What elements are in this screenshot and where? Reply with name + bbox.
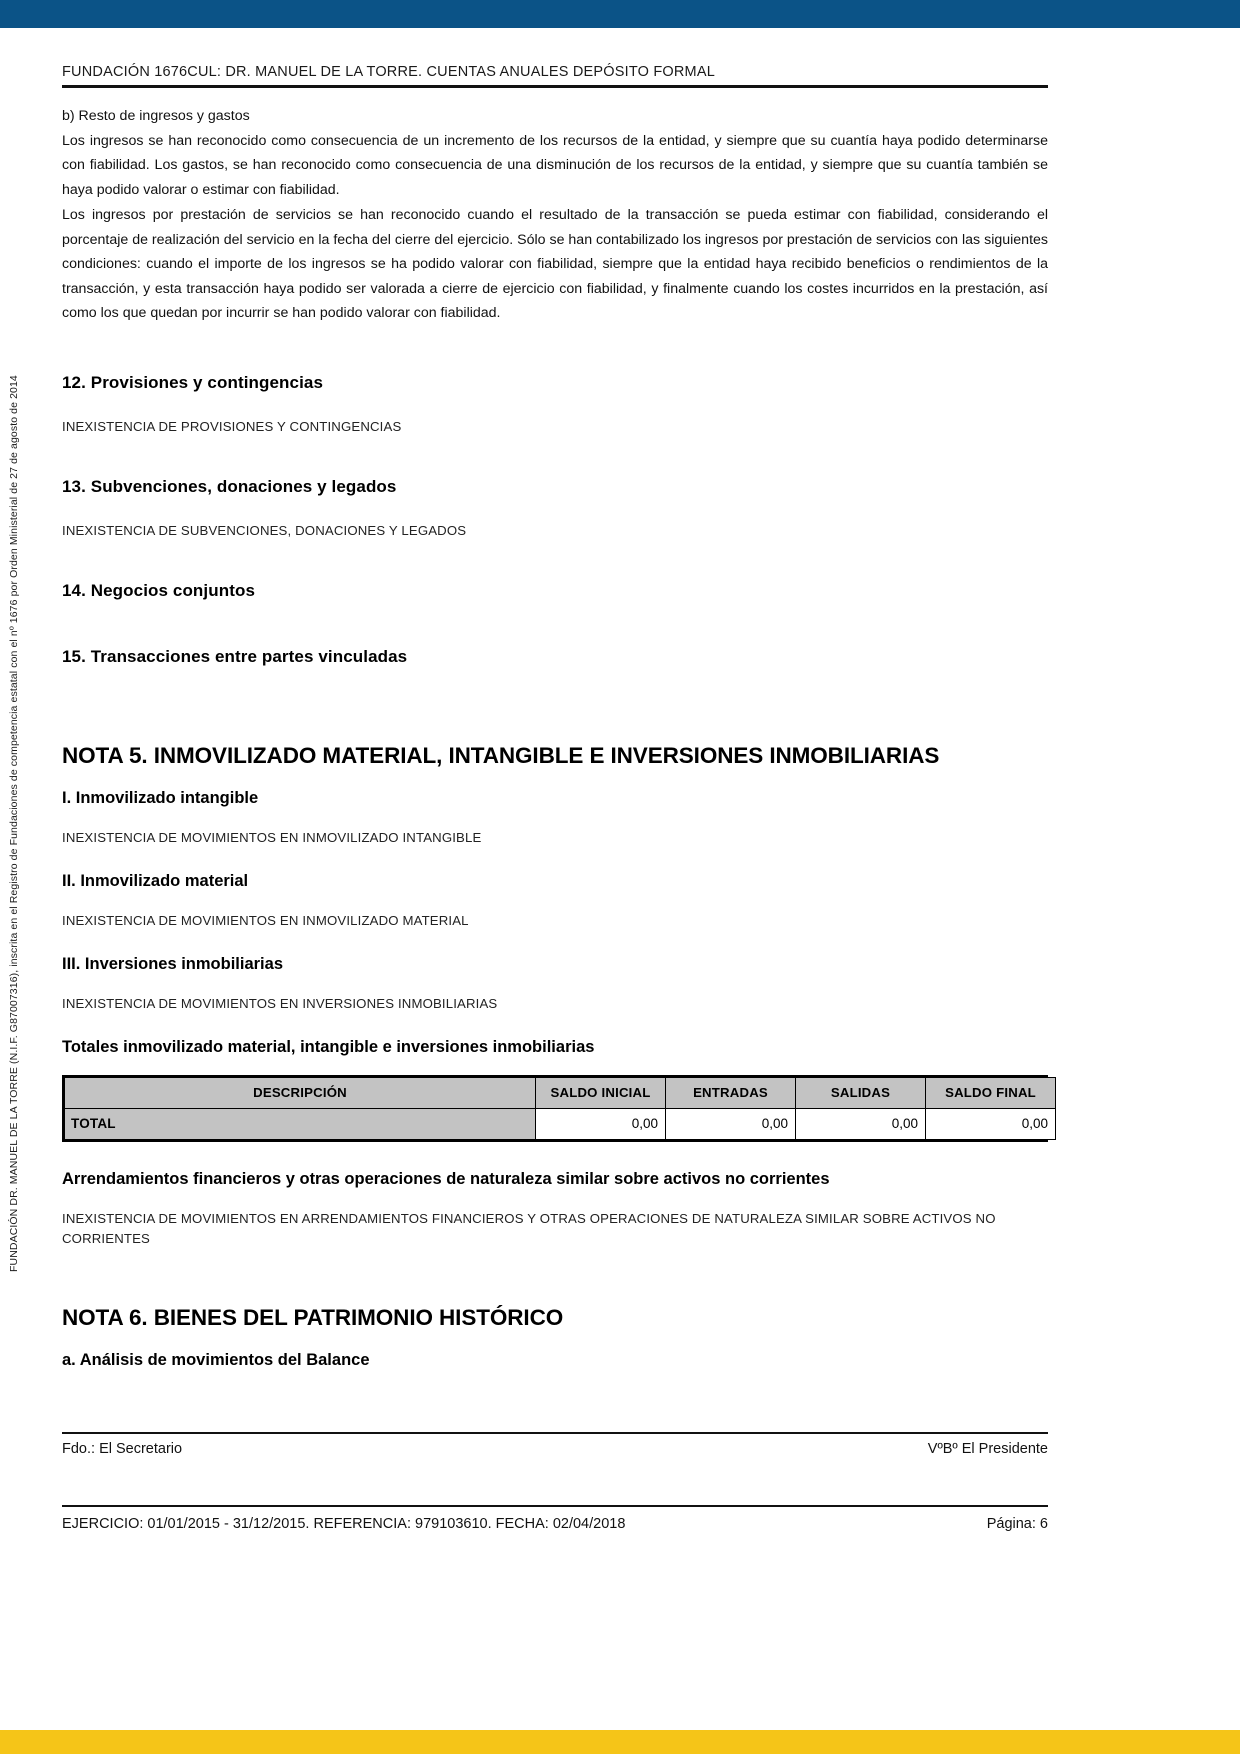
document-page	[62, 0, 1048, 1754]
heading-totales-inmovilizado: Totales inmovilizado material, intangible e inversiones inmobiliarias	[62, 1037, 595, 1056]
heading-nota-6: NOTA 6. BIENES DEL PATRIMONIO HISTÓRICO	[62, 1304, 564, 1330]
heading-nota5-inversiones-inmobiliarias: III. Inversiones inmobiliarias	[62, 954, 283, 973]
registry-side-legend	[8, 0, 20, 1272]
footer-exercise-reference: EJERCICIO: 01/01/2015 - 31/12/2015. REFERENCIA: 979103610. FECHA: 02/04/2018	[62, 1516, 626, 1532]
heading-nota6-analisis-movimientos: a. Análisis de movimientos del Balance	[62, 1350, 370, 1369]
document-body	[62, 104, 1048, 1370]
cell-total-entradas: 0,00	[666, 1108, 796, 1139]
paragraph-ingresos-gastos: Los ingresos se han reconocido como consecuencia de un incremento de los recursos de la entidad, y siempre que su cuantía haya podido determinarse con fiabilidad. Los gastos, se han reconocido como consecuencia de una disminución de los recursos de la entidad, y siempre que su cuantía también se haya podido valorar o estimar con fiabilidad.	[62, 132, 1048, 198]
column-header-saldo-final: SALDO FINAL	[926, 1077, 1056, 1108]
document-footer-info	[62, 1505, 1048, 1532]
table-row	[65, 1108, 1056, 1139]
document-header	[62, 64, 1048, 88]
cell-row-label-total: TOTAL	[65, 1108, 536, 1139]
note-arrendamientos-financieros: INEXISTENCIA DE MOVIMIENTOS EN ARRENDAMIENTOS FINANCIEROS Y OTRAS OPERACIONES DE NATURALEZA SIMILAR SOBRE ACTIVOS NO CORRIENTES	[62, 1210, 996, 1246]
column-header-salidas: SALIDAS	[796, 1077, 926, 1108]
registry-side-legend-text: FUNDACIÓN DR. MANUEL DE LA TORRE (N.I.F. G87007316), inscrita en el Registro de Fundaciones de competencia estatal con el nº 1676 por Orden Ministerial de 27 de agosto de 2014	[8, 375, 20, 1272]
cell-total-saldo-final: 0,00	[926, 1108, 1056, 1139]
footer-info-row	[62, 1507, 1048, 1532]
totals-table-head	[65, 1077, 1056, 1108]
page-title: FUNDACIÓN 1676CUL: DR. MANUEL DE LA TORRE. CUENTAS ANUALES DEPÓSITO FORMAL	[62, 64, 715, 80]
note-section-13: INEXISTENCIA DE SUBVENCIONES, DONACIONES Y LEGADOS	[62, 522, 467, 538]
column-header-descripcion: DESCRIPCIÓN	[65, 1077, 536, 1108]
header-divider	[62, 85, 1048, 88]
heading-nota5-inmovilizado-material: II. Inmovilizado material	[62, 871, 249, 890]
note-inversiones-inmobiliarias: INEXISTENCIA DE MOVIMIENTOS EN INVERSIONES INMOBILIARIAS	[62, 995, 498, 1011]
subsection-b-label: b) Resto de ingresos y gastos	[62, 108, 250, 124]
totals-table-container	[62, 1075, 1048, 1142]
heading-section-14: 14. Negocios conjuntos	[62, 580, 256, 600]
footer-page-number: Página: 6	[986, 1516, 1048, 1532]
paragraph-prestacion-servicios: Los ingresos por prestación de servicios se han reconocido cuando el resultado de la transacción se pueda estimar con fiabilidad, considerando el porcentaje de realización del servicio en la fecha del cierre del ejercicio. Sólo se han contabilizado los ingresos por prestación de servicios con las siguientes condiciones: cuando el importe de los ingresos se ha podido valorar con fiabilidad, siempre que la entidad haya recibido beneficios o rendimientos de la transacción, y esta transacción haya podido ser valorada a cierre de ejercicio con fiabilidad, y finalmente cuando los costes incurridos en la prestación, así como los que quedan por incurrir se han podido valorar con fiabilidad.	[62, 207, 1048, 321]
signature-secretario: Fdo.: El Secretario	[62, 1441, 183, 1457]
note-section-12: INEXISTENCIA DE PROVISIONES Y CONTINGENCIAS	[62, 418, 402, 434]
heading-section-13: 13. Subvenciones, donaciones y legados	[62, 476, 397, 496]
totals-table-body	[65, 1108, 1056, 1139]
heading-nota5-inmovilizado-intangible: I. Inmovilizado intangible	[62, 788, 259, 807]
heading-arrendamientos-financieros: Arrendamientos financieros y otras operaciones de naturaleza similar sobre activos no corrientes	[62, 1169, 830, 1188]
signature-row	[62, 1434, 1048, 1457]
heading-section-12: 12. Provisiones y contingencias	[62, 372, 324, 392]
column-header-saldo-inicial: SALDO INICIAL	[536, 1077, 666, 1108]
totals-table-header-row	[65, 1077, 1056, 1108]
heading-section-15: 15. Transacciones entre partes vinculadas	[62, 646, 408, 666]
totals-table	[64, 1077, 1056, 1140]
document-footer	[62, 1432, 1048, 1457]
note-inmovilizado-intangible: INEXISTENCIA DE MOVIMIENTOS EN INMOVILIZADO INTANGIBLE	[62, 829, 482, 845]
cell-total-saldo-inicial: 0,00	[536, 1108, 666, 1139]
heading-nota-5: NOTA 5. INMOVILIZADO MATERIAL, INTANGIBLE E INVERSIONES INMOBILIARIAS	[62, 742, 940, 768]
column-header-entradas: ENTRADAS	[666, 1077, 796, 1108]
cell-total-salidas: 0,00	[796, 1108, 926, 1139]
note-inmovilizado-material: INEXISTENCIA DE MOVIMIENTOS EN INMOVILIZADO MATERIAL	[62, 912, 469, 928]
signature-presidente: VºBº El Presidente	[927, 1441, 1048, 1457]
